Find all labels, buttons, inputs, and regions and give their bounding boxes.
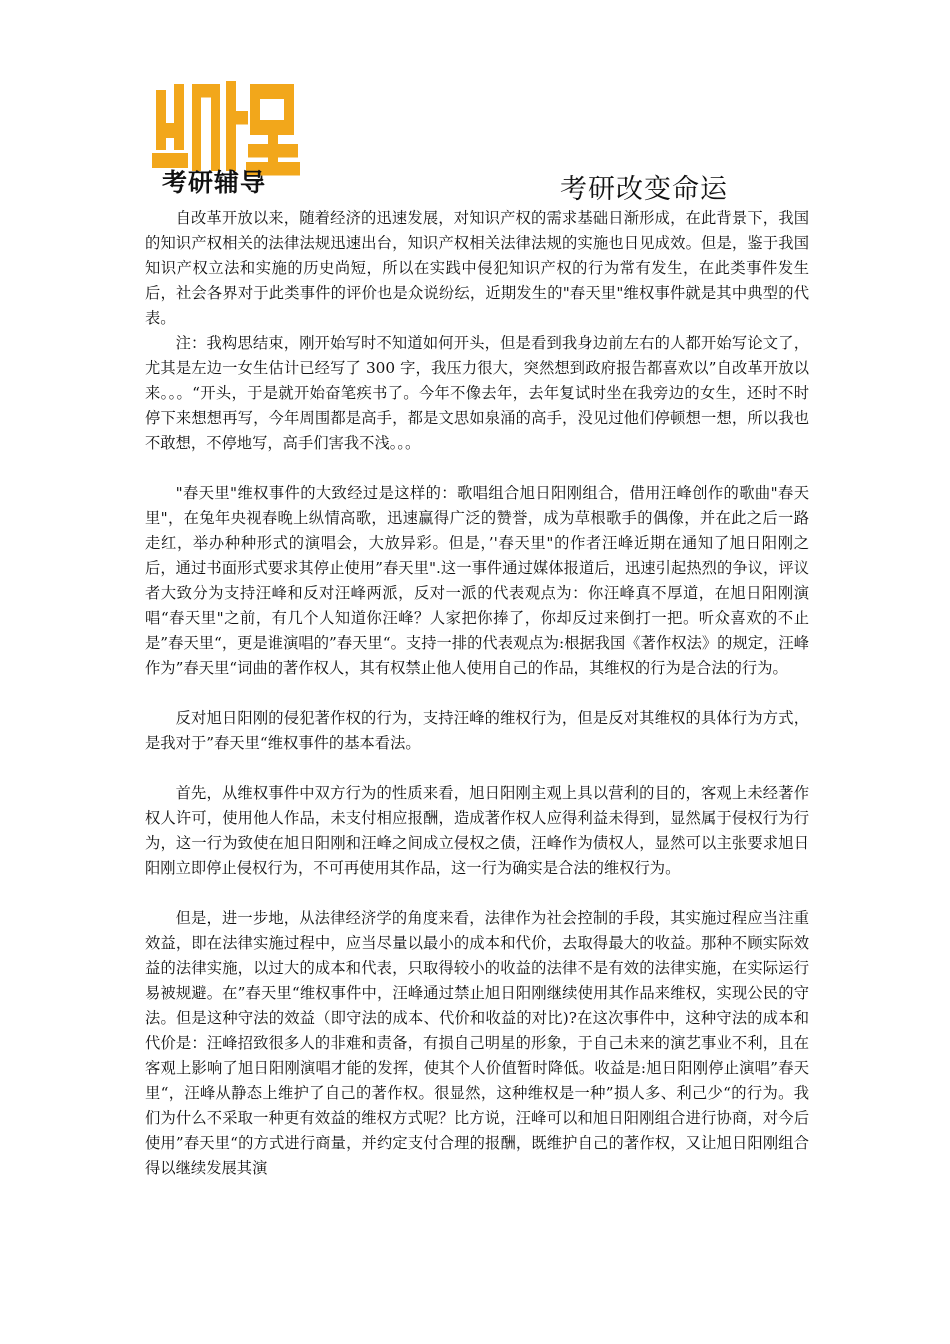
paragraph-intro: 自改革开放以来，随着经济的迅速发展，对知识产权的需求基础日渐形成，在此背景下，我国的知识产权相关的法律法规迅速出台，知识产权相关法律法规的实施也日见成效。但是，鉴于我国知识产权立法和实施的历史尚短，所以在实践中侵犯知识产权的行为常有发生，在此类事件发生后，社会各界对于此类事件的评价也是众说纷纭，近期发生的"春天里"维权事件就是其中典型的代表。 [145, 209, 809, 327]
paragraph-note: 注：我构思结束，刚开始写时不知道如何开头，但是看到我身边前左右的人都开始写论文了，尤其是左边一女生估计已经写了 300 字，我压力很大，突然想到政府报告都喜欢以”自改革开放以来。。。“开头，于是就开始奋笔疾书了。今年不像去年，去年复试时坐在我旁边的女生，还时不时停下来想想再写，今年周围都是高手，都是文思如泉涌的高手，没见过他们停顿想一想，所以我也不敢想，不停地写，高手们害我不浅。。。 [145, 334, 809, 452]
paragraph-thesis: 反对旭日阳刚的侵犯著作权的行为，支持汪峰的维权行为，但是反对其维权的具体行为方式，是我对于”春天里“维权事件的基本看法。 [145, 709, 809, 752]
paragraph-background: "春天里"维权事件的大致经过是这样的：歌唱组合旭日阳刚组合，借用汪峰创作的歌曲"春天里"，在兔年央视春晚上纵情高歌，迅速赢得广泛的赞誉，成为草根歌手的偶像，并在此之后一路走红，举办种种形式的演唱会，大放异彩。但是，’'春天里"的作者汪峰近期在通知了旭日阳刚之后，通过书面形式要求其停止使用”春天里".这一事件通过媒体报道后，迅速引起热烈的争议，评议者大致分为支持汪峰和反对汪峰两派，反对一派的代表观点为：你汪峰真不厚道，在旭日阳刚演唱“春天里"之前，有几个人知道你汪峰？人家把你捧了，你却反过来倒打一把。听众喜欢的不止是”春天里“，更是谁演唱的”春天里“。支持一排的代表观点为:根据我国《著作权法》的规定，汪峰作为”春天里“词曲的著作权人，其有权禁止他人使用自己的作品，其维权的行为是合法的行为。 [145, 484, 809, 677]
article-body [145, 206, 809, 1181]
paragraph-second-argument: 但是，进一步地，从法律经济学的角度来看，法律作为社会控制的手段，其实施过程应当注重效益，即在法律实施过程中，应当尽量以最小的成本和代价，去取得最大的收益。那种不顾实际效益的法律实施，以过大的成本和代表，只取得较小的收益的法律不是有效的法律实施，在实际运行易被规避。在”春天里“维权事件中，汪峰通过禁止旭日阳刚继续使用其作品来维权，实现公民的守法。但是这种守法的效益（即守法的成本、代价和收益的对比)?在这次事件中，这种守法的成本和代价是：汪峰招致很多人的非难和责备，有损自己明星的形象，于自己未来的演艺事业不利，且在客观上影响了旭日阳刚演唱才能的发挥，使其个人价值暂时降低。收益是:旭日阳刚停止演唱”春天里“，汪峰从静态上维护了自己的著作权。很显然，这种维权是一种”损人多、利己少“的行为。我们为什么不采取一种更有效益的维权方式呢？比方说，汪峰可以和旭日阳刚组合进行协商，对今后使用”春天里“的方式进行商量，并约定支付合理的报酬，既维护自己的著作权，又让旭日阳刚组合得以继续发展其演 [145, 909, 809, 1177]
paragraph-first-argument: 首先，从维权事件中双方行为的性质来看，旭日阳刚主观上具以营利的目的，客观上未经著作权人许可，使用他人作品，未支付相应报酬，造成著作权人应得利益未得到，显然属于侵权行为行为，这一行为致使在旭日阳刚和汪峰之间成立侵权之债，汪峰作为债权人，显然可以主张要求旭日阳刚立即停止侵权行为，不可再使用其作品，这一行为确实是合法的维权行为。 [145, 784, 809, 877]
logo-subtitle: 考研辅导 [162, 168, 267, 197]
page-slogan: 考研改变命运 [560, 174, 728, 205]
